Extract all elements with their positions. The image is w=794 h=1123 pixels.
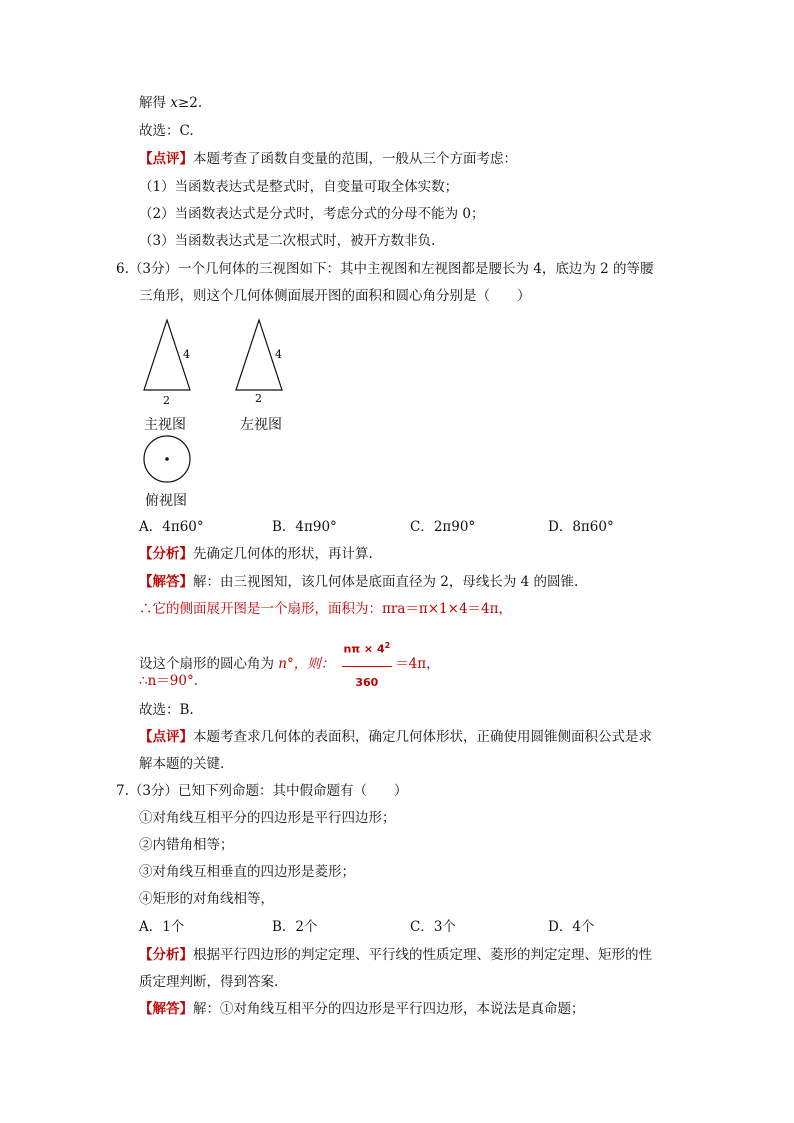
choice-line: 故选：B. [139,702,194,718]
proposition-2: ②内错角相等； [139,837,234,853]
option-d: D．8π60° [548,519,614,535]
front-view-figure [135,312,205,412]
comment-line-cont: 解本题的关键. [139,756,225,772]
option-b: B．2个 [272,919,318,935]
question-6-stem-cont: 三角形，则这个几何体侧面展开图的面积和圆心角分别是（ ） [139,288,531,304]
top-view-figure [138,432,198,488]
comment-point: （1）当函数表达式是整式时，自变量可取全体实数； [139,179,459,195]
option-c: C．3个 [410,919,456,935]
analysis-line: 【分析】先确定几何体的形状，再计算. [139,546,373,562]
proposition-3: ③对角线互相垂直的四边形是菱形； [139,864,355,880]
front-view-label: 主视图 [144,417,186,433]
option-a: A．4π60° [139,519,204,535]
comment-point: （3）当函数表达式是二次根式时，被开方数非负. [139,233,436,249]
option-c: C．2π90° [410,519,476,535]
comment-point: （2）当函数表达式是分式时，考虑分式的分母不能为 0； [139,206,485,222]
proposition-1: ①对角线互相平分的四边形是平行四边形； [139,810,396,826]
top-view-label: 俯视图 [145,493,187,509]
comment-line: 【点评】本题考查了函数自变量的范围，一般从三个方面考虑： [139,151,517,167]
solve-line: 解得 x≥2. [139,95,203,111]
analysis-line: 【分析】根据平行四边形的判定定理、平行线的性质定理、菱形的判定定理、矩形的性 [139,947,652,963]
left-view-label: 左视图 [240,417,282,433]
front-base-length: 2 [163,394,170,407]
left-side-length: 4 [275,348,282,361]
option-d: D．4个 [548,919,595,935]
formula-fraction: $\frac{n\pi \times 4^2}{360}$ [342,631,393,698]
front-side-length: 4 [183,348,190,361]
question-7-stem: 7.（3分）已知下列命题：其中假命题有（ ） [116,783,408,799]
answer-line: 【解答】解：由三视图知，该几何体是底面直径为 2，母线长为 4 的圆锥. [139,574,579,590]
choice-line: 故选：C. [139,123,194,139]
comment-line: 【点评】本题考查求几何体的表面积，确定几何体形状，正确使用圆锥侧面积公式是求 [139,729,652,745]
result-line: ∴n＝90°. [139,673,199,689]
answer-line: 【解答】解：①对角线互相平分的四边形是平行四边形，本说法是真命题； [139,1001,585,1017]
left-base-length: 2 [255,392,262,405]
analysis-line-cont: 质定理判断，得到答案. [139,974,279,990]
option-a: A．1个 [139,919,185,935]
question-6-stem: 6.（3分）一个几何体的三视图如下：其中主视图和左视图都是腰长为 4，底边为 2 的等腰 [116,261,654,277]
option-b: B．4π90° [272,519,337,535]
angle-line: 设这个扇形的圆心角为 n°，则： $\frac{n\pi \times 4^2}{360}$ ＝4π， [139,631,440,698]
proposition-4: ④矩形的对角线相等， [139,891,274,907]
left-view-figure [227,312,297,412]
area-line: ∴它的侧面展开图是一个扇形，面积为：πra＝π×1×4＝4π， [139,601,513,617]
